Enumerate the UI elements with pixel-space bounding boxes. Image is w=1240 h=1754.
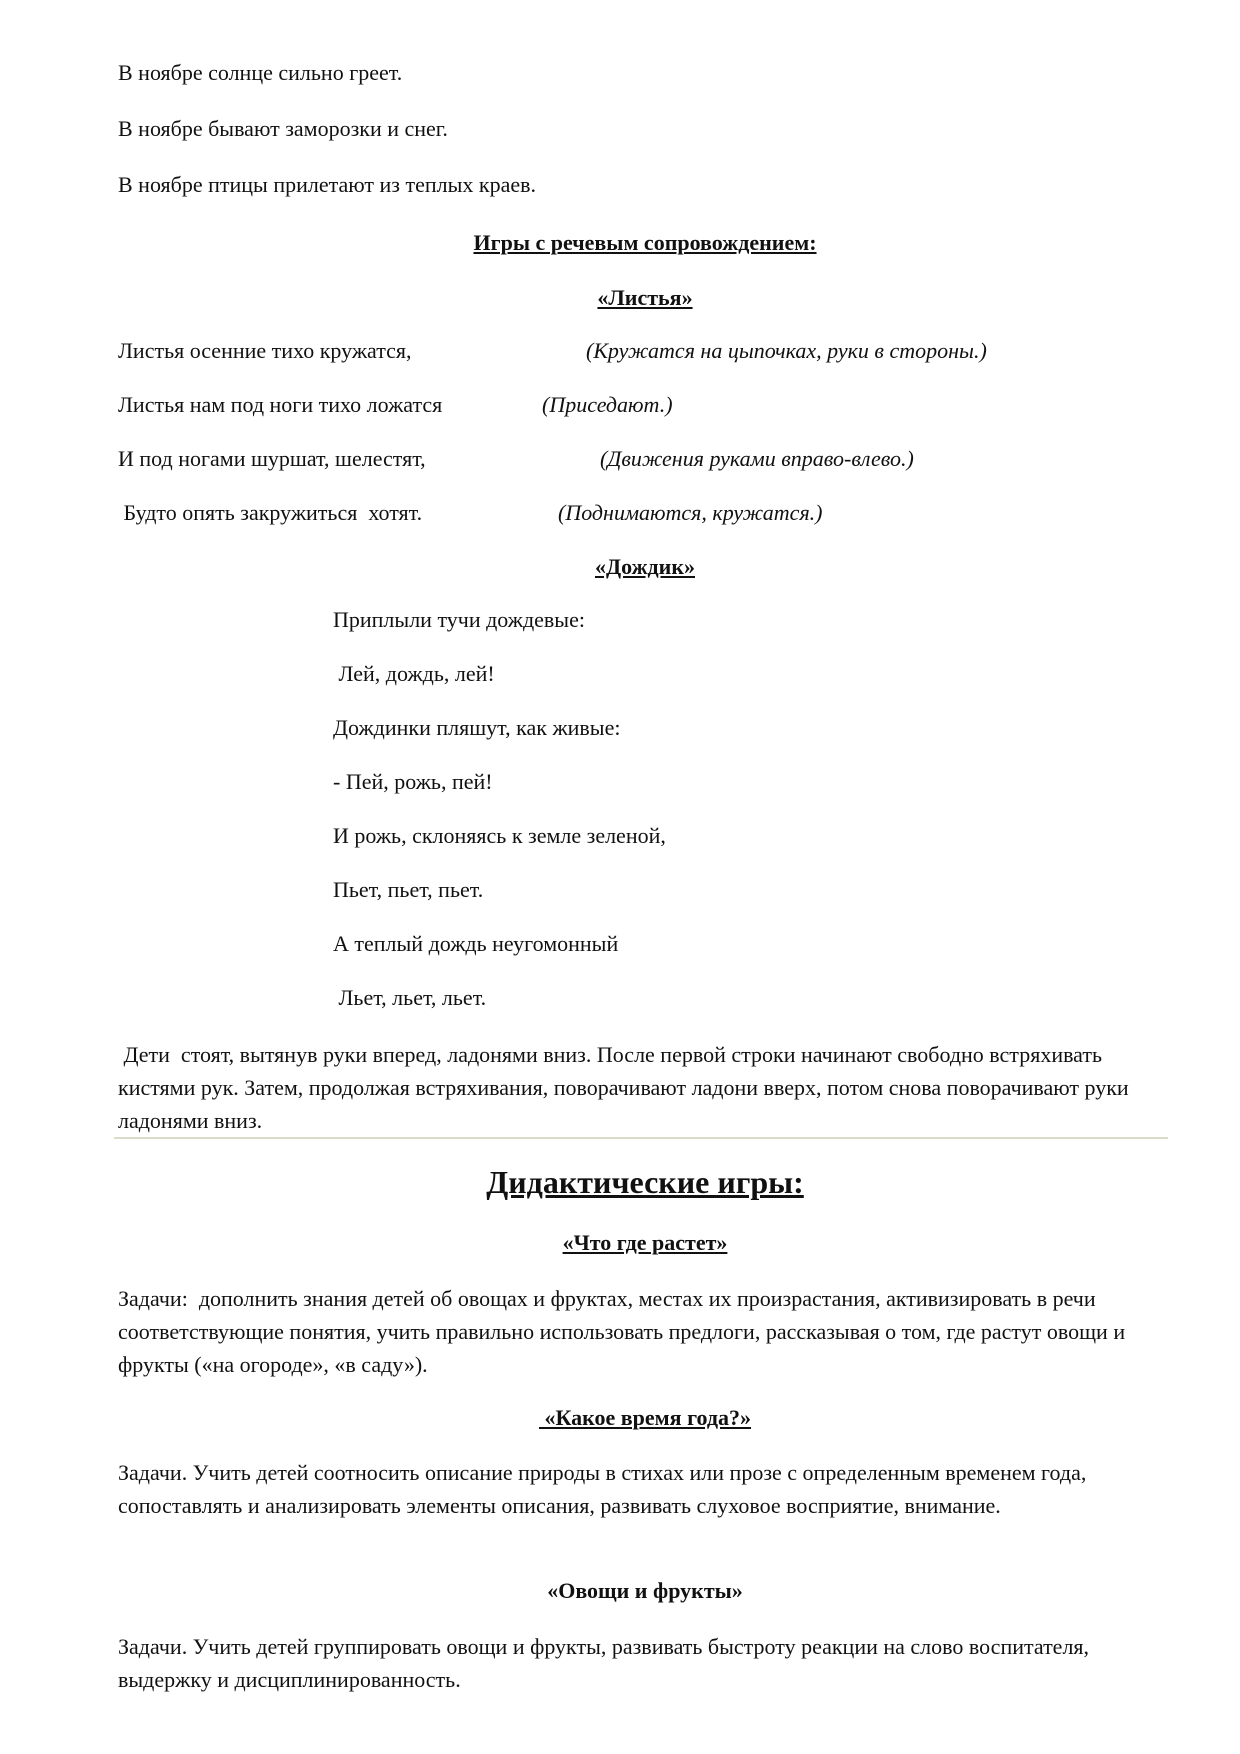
rain-verse-line: А теплый дождь неугомонный xyxy=(333,931,619,956)
rain-verse-line: Дождинки пляшут, как живые: xyxy=(333,715,621,740)
leaves-title: «Листья» xyxy=(597,285,693,310)
intro-line: В ноябре солнце сильно греет. xyxy=(118,60,403,85)
game-title: «Что где растет» xyxy=(562,1230,728,1255)
leaves-stage-note: (Поднимаются, кружатся.) xyxy=(558,500,823,525)
game-title: «Какое время года?» xyxy=(538,1405,752,1430)
leaves-line: Листья нам под ноги тихо ложатся xyxy=(118,392,443,417)
intro-line: В ноябре птицы прилетают из теплых краев. xyxy=(118,172,536,197)
game-task: Задачи. Учить детей соотносить описание природы в стихах или прозе с определенным временем года, сопоставлять и анализировать элементы описания, развивать слуховое восприятие, внимание. xyxy=(118,1460,1087,1518)
leaves-stage-note: (Движения руками вправо-влево.) xyxy=(600,446,914,471)
rain-verse-line: Пьет, пьет, пьет. xyxy=(333,877,484,902)
rain-verse-line: Приплыли тучи дождевые: xyxy=(333,607,585,632)
didactic-games-heading: Дидактические игры: xyxy=(486,1164,804,1200)
leaves-line: Будто опять закружиться хотят. xyxy=(118,500,423,525)
rain-verse-line: - Пей, рожь, пей! xyxy=(333,769,493,794)
leaves-stage-note: (Приседают.) xyxy=(542,392,673,417)
intro-line: В ноябре бывают заморозки и снег. xyxy=(118,116,448,141)
speech-games-heading: Игры с речевым сопровождением: xyxy=(473,230,817,255)
section-divider xyxy=(114,1137,1168,1139)
leaves-line: Листья осенние тихо кружатся, xyxy=(118,338,412,363)
game-task: Задачи. Учить детей группировать овощи и фрукты, развивать быстроту реакции на слово воспитателя, выдержку и дисциплинированность. xyxy=(118,1634,1090,1692)
game-task: Задачи: дополнить знания детей об овощах и фруктах, местах их произрастания, активизировать в речи соответствующие понятия, учить правильно использовать предлоги, рассказывая о том, где растут овощи и фрукты («на огороде», «в саду»). xyxy=(118,1286,1131,1377)
leaves-stage-note: (Кружатся на цыпочках, руки в стороны.) xyxy=(586,338,987,363)
rain-verse-line: Лей, дождь, лей! xyxy=(333,661,495,686)
game-title: «Овощи и фрукты» xyxy=(547,1578,743,1603)
rain-verse-line: И рожь, склоняясь к земле зеленой, xyxy=(333,823,666,848)
leaves-line: И под ногами шуршат, шелестят, xyxy=(118,446,426,471)
rain-title: «Дождик» xyxy=(594,554,696,579)
rain-verse-line: Льет, льет, льет. xyxy=(333,985,487,1010)
rain-description: Дети стоят, вытянув руки вперед, ладонями вниз. После первой строки начинают свободно встряхивать кистями рук. Затем, продолжая встряхивания, поворачивают ладони вверх, потом снова поворачивают руки ладонями вниз. xyxy=(118,1042,1135,1133)
